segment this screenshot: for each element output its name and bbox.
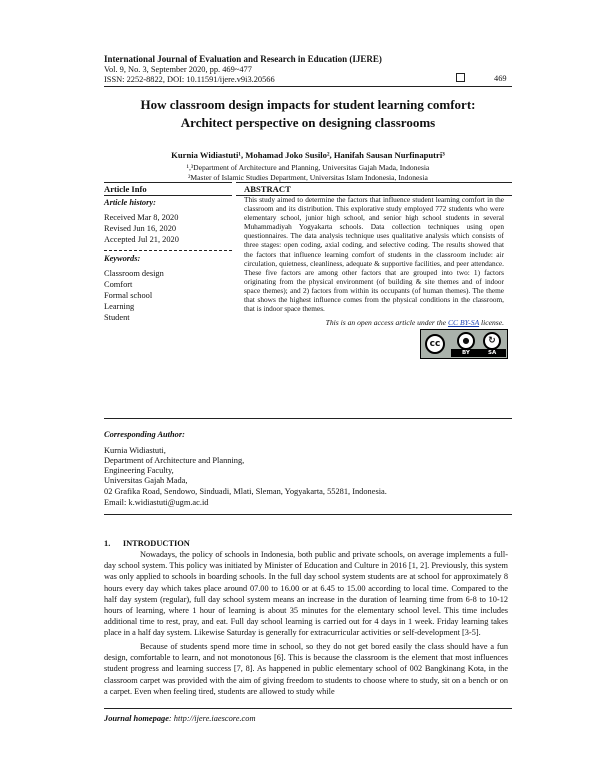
issn-doi: ISSN: 2252-8822, DOI: 10.11591/ijere.v9i3.20566 bbox=[104, 75, 275, 84]
info-divider bbox=[104, 250, 232, 251]
section-heading: 1. INTRODUCTION bbox=[104, 539, 190, 548]
corr-line: 02 Grafika Road, Sendowo, Sinduadi, Mlati, Sleman, Yogyakarta, 55281, Indonesia. bbox=[104, 487, 387, 496]
paper-title bbox=[104, 96, 512, 132]
corr-email: Email: k.widiastuti@ugm.ac.id bbox=[104, 498, 209, 507]
homepage-url[interactable]: : http://ijere.iaescore.com bbox=[168, 714, 256, 723]
title-line: How classroom design impacts for student learning comfort: bbox=[140, 97, 476, 112]
journal-homepage[interactable] bbox=[104, 714, 256, 723]
abstract-heading: ABSTRACT bbox=[244, 184, 291, 194]
author-list: Kurnia Widiastuti¹, Mohamad Joko Susilo², Hanifah Sausan Nurfinaputri³ bbox=[171, 150, 445, 160]
keywords-heading: Keywords: bbox=[104, 254, 141, 263]
page-number: 469 bbox=[494, 74, 507, 83]
license-prefix: This is an open access article under the bbox=[325, 318, 448, 327]
share-alike-icon: ↻ bbox=[483, 332, 501, 350]
sa-label: SA bbox=[488, 350, 497, 356]
license-suffix: license. bbox=[479, 318, 504, 327]
header-rule bbox=[104, 86, 512, 87]
corr-line: Kurnia Widiastuti, bbox=[104, 446, 166, 455]
volume-info: Vol. 9, No. 3, September 2020, pp. 469~477 bbox=[104, 65, 252, 74]
by-label: BY bbox=[462, 350, 470, 356]
corr-bottom-rule bbox=[104, 514, 512, 515]
keyword-item: Learning bbox=[104, 302, 135, 311]
corr-line: Engineering Faculty, bbox=[104, 466, 174, 475]
journal-name: International Journal of Evaluation and Research in Education (IJERE) bbox=[104, 54, 382, 64]
footer-rule bbox=[104, 708, 512, 709]
corresponding-heading: Corresponding Author: bbox=[104, 430, 185, 439]
info-top-rule bbox=[104, 182, 232, 183]
revised-date: Revised Jun 16, 2020 bbox=[104, 224, 177, 233]
journal-mark-icon bbox=[456, 73, 465, 82]
article-info-heading: Article Info bbox=[104, 184, 147, 194]
corr-line: Department of Architecture and Planning, bbox=[104, 456, 245, 465]
info-rule bbox=[104, 195, 232, 196]
person-icon: ● bbox=[457, 332, 475, 350]
corr-line: Universitas Gajah Mada, bbox=[104, 476, 188, 485]
accepted-date: Accepted Jul 21, 2020 bbox=[104, 235, 179, 244]
keyword-item: Comfort bbox=[104, 280, 133, 289]
info-bottom-rule bbox=[104, 418, 512, 419]
homepage-label: Journal homepage bbox=[104, 714, 169, 723]
cc-label-strip bbox=[451, 349, 506, 357]
keyword-item: Classroom design bbox=[104, 269, 164, 278]
body-paragraph: Nowadays, the policy of schools in Indonesia, both public and private schools, on average implements a full-day school system. This policy was initiated by Minister of Education and Culture in 2016 [1, 2]. Previously, this system was only applied to schools in boarding schools. In the full day school system students are at school for approximately 8 hours every day which takes place around 07.00 to 16.00 or at 6.45 to 15.00 according to local time. Compared to the half day system (regular), full day school system means an increase in the duration of learning time from 6-8 to 10-12 hours of learning, where 1 hour of learning is about 35 minutes for the elementary school level. This time includes additional time to rest, pray, and eat. Full day school learning is carried out for 4 days in 1 week. Friday learning takes place in a half day system. Likewise Saturday is generally for extracurricular activities or self-development [3-5]. bbox=[104, 550, 508, 638]
license-link[interactable]: CC BY-SA bbox=[447, 318, 480, 327]
license-line bbox=[244, 318, 504, 327]
body-paragraph: Because of students spend more time in school, so they do not get bored easily the class should have a fun design, comfortable to learn, and not monotonous [6]. This is because the classroom is the element that most influences student progress and learning success [7, 8]. As happened in public elementary school of 002 Bangkinang Kota, in the classroom carpet was provided with the aim of giving freedom to students to choose where to study, sit on a bench or on a carpet. Even when feeling tired, students are allowed to study while bbox=[104, 642, 508, 696]
abstract-top-rule bbox=[236, 182, 512, 183]
keyword-item: Student bbox=[104, 313, 130, 322]
received-date: Received Mar 8, 2020 bbox=[104, 213, 179, 222]
title-line: Architect perspective on designing classrooms bbox=[180, 115, 436, 130]
affiliation: ²Master of Islamic Studies Department, Universitas Islam Indonesia, Indonesia bbox=[188, 173, 428, 182]
cc-by-sa-badge[interactable] bbox=[420, 329, 508, 359]
cc-icon: cc bbox=[425, 334, 445, 354]
affiliation: ¹,³Department of Architecture and Planning, Universitas Gajah Mada, Indonesia bbox=[186, 163, 430, 172]
abstract-text: This study aimed to determine the factors that influence student learning comfort in the classroom and its distribution. This explorative study employed 772 students who were elementary school, junior high school, and senior high school students in several Muhammadiyah Yogyakarta schools. Data collection techniques using open questionnaires. The data analysis technique uses qualitative analysis which consists of three stages: open coding, axial coding, and selective coding. The results showed that the factors that influence learning comfort of students in the classroom include: air circulation, quietness, cleanliness, adequate & supportive facilities, and peer attendance. These five factors are among other factors that are grouped into two: 1) factors originating from the physical environment (of building & site themes and of indoor space themes); and 2) factors from within its occupants (of human themes). The theme that shows the highest influence comes from the physical conditions in the classroom, that is indoor space themes. bbox=[244, 195, 504, 314]
history-heading: Article history: bbox=[104, 198, 156, 207]
keyword-item: Formal school bbox=[104, 291, 153, 300]
